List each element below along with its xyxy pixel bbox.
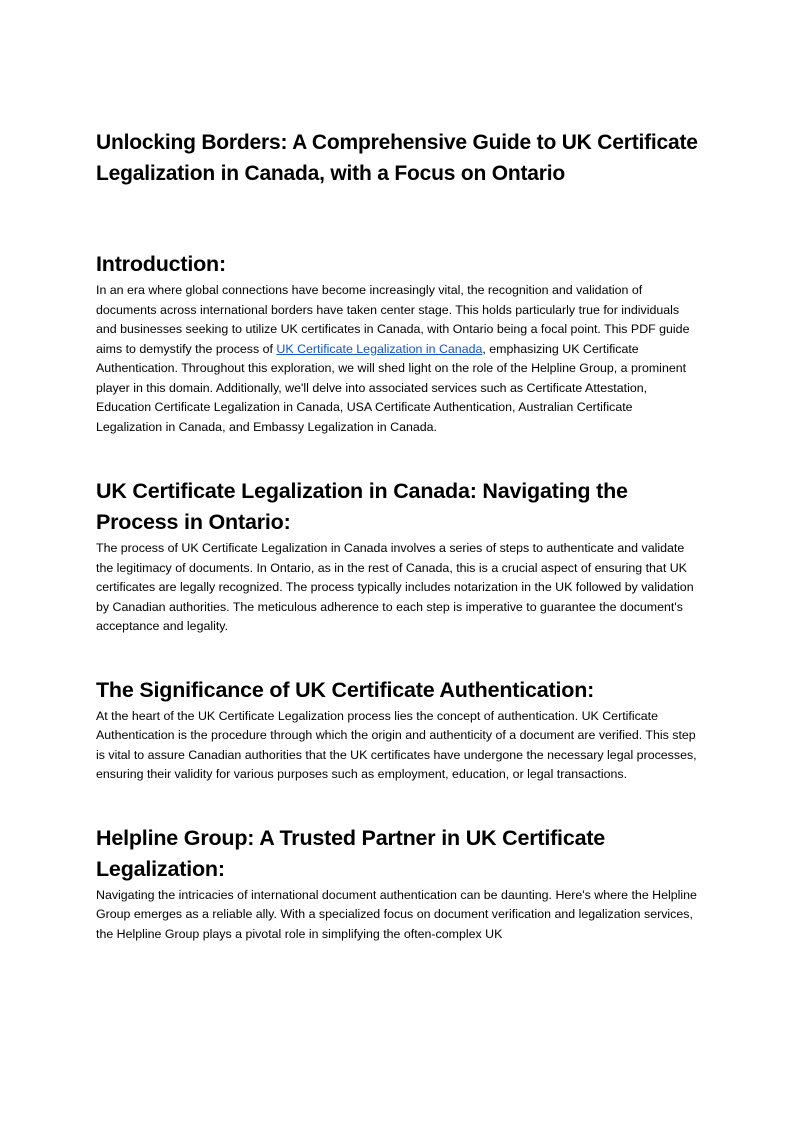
section-introduction <box>96 249 701 437</box>
section-helpline-group <box>96 823 701 945</box>
document-page <box>96 127 701 944</box>
document-title: Unlocking Borders: A Comprehensive Guide to UK Certificate Legalization in Canada, with a Focus on Ontario <box>96 131 698 185</box>
paragraph-text: , emphasizing UK Certificate Authentication. Throughout this exploration, we will shed light on the role of the Helpline Group, a prominent player in this domain. Additionally, we'll delve into associated services such as Certificate Attestation, Education Certificate Legalization in Canada, USA Certificate Authentication, Australian Certificate Legalization in Canada, and Embassy Legalization in Canada. <box>96 341 687 434</box>
section-paragraph <box>96 281 701 437</box>
uk-certificate-legalization-link[interactable]: UK Certificate Legalization in Canada <box>276 341 483 356</box>
section-paragraph: At the heart of the UK Certificate Legalization process lies the concept of authentication. UK Certificate Authentication is the procedure through which the origin and authenticity of a document are verified. This step is vital to assure Canadian authorities that the UK certificates have undergone the necessary legal processes, ensuring their validity for various purposes such as employment, education, or legal transactions. <box>96 708 697 781</box>
section-heading: UK Certificate Legalization in Canada: Navigating the Process in Ontario: <box>96 479 628 534</box>
section-paragraph: The process of UK Certificate Legalization in Canada involves a series of steps to authenticate and validate the legitimacy of documents. In Ontario, as in the rest of Canada, this is a crucial aspect of ensuring that UK certificates are legally recognized. The process typically includes notarization in the UK followed by validation by Canadian authorities. The meticulous adherence to each step is imperative to guarantee the document's acceptance and legality. <box>96 541 694 633</box>
section-significance-authentication <box>96 675 701 785</box>
paragraph-text: In an era where global connections have become increasingly vital, the recognition and validation of documents across international borders have taken center stage. This holds particularly true for individuals and businesses seeking to utilize UK certificates in Canada, with Ontario being a focal point. This PDF guide aims to demystify the process of <box>96 283 690 356</box>
section-process-ontario <box>96 476 701 637</box>
section-heading: Helpline Group: A Trusted Partner in UK Certificate Legalization: <box>96 825 606 881</box>
section-heading: The Significance of UK Certificate Authentication: <box>96 677 595 702</box>
section-heading: Introduction: <box>96 252 226 276</box>
section-paragraph: Navigating the intricacies of international document authentication can be daunting. Here's where the Helpline Group emerges as a reliable ally. With a specialized focus on document verification and legalization services, the Helpline Group plays a pivotal role in simplifying the often-complex UK <box>96 887 697 941</box>
